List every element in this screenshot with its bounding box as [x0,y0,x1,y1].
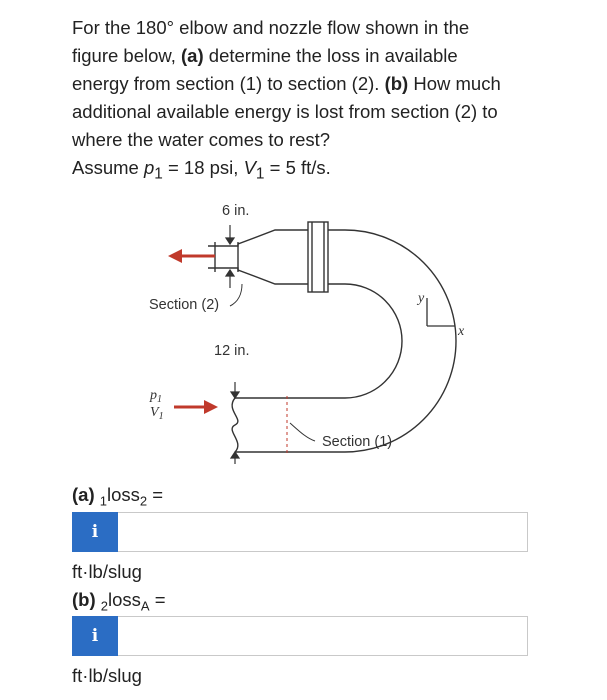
problem-line-2: figure below, (a) determine the loss in available [72,45,458,66]
x-axis-label: x [458,324,465,339]
part-b-unit: ft·lb/slug [72,665,142,686]
elbow-nozzle-diagram [130,198,550,468]
section-2-label: Section (2) [149,297,220,313]
problem-statement [72,14,572,189]
elbow-outer-wall [345,230,456,452]
problem-line-1: For the 180° elbow and nozzle flow shown in the [72,17,470,38]
elbow-nozzle-figure [130,198,550,468]
part-a-answer-input[interactable] [118,512,528,552]
inlet-flow-arrowhead [204,400,218,414]
section-1-leader [290,423,315,441]
part-b-info-icon[interactable]: i [72,616,118,656]
problem-line-5: where the water comes to rest? [72,129,331,150]
part-a-label: (a) $_1$loss$_2$ = [72,484,164,509]
pipe-dimension-label: 12 in. [214,343,250,359]
pipe-outline [208,222,456,454]
p1-label: $p_1$ [150,388,162,405]
outlet-flow-arrowhead [168,249,182,263]
nozzle-dimension-label: 6 in. [222,203,250,219]
flow-arrows [168,249,218,414]
pipe-flange [308,222,328,292]
pipe-dim-arrowhead-top [231,392,239,398]
coordinate-axes [427,298,455,326]
problem-assumption: Assume $p_1 = 18$ psi, $V_1 = 5$ ft/s. [72,157,331,183]
part-b-label: (b) $_2$loss$_A$ = [72,589,166,614]
nozzle-lower-wall [208,268,308,284]
section-2-leader [230,284,242,306]
v1-label: $V_1$ [150,405,164,422]
pipe-dim-arrowhead-bottom [231,452,239,458]
part-b-answer-input[interactable] [118,616,528,656]
problem-line-4: additional available energy is lost from section (2) to [72,101,498,122]
nozzle-upper-wall [208,230,308,246]
part-a-unit: ft·lb/slug [72,561,142,582]
pipe-break [232,398,238,452]
nozzle-dim-arrowhead-top [226,238,234,244]
part-a-answer-row [72,512,528,552]
part-b-answer-row [72,616,528,656]
problem-line-3: energy from section (1) to section (2). (b) How much [72,73,501,94]
elbow-inner-wall [345,284,402,398]
nozzle-dim-arrowhead-bottom [226,270,234,276]
section-1-label: Section (1) [322,434,393,450]
part-a-info-icon[interactable]: i [72,512,118,552]
y-axis-label: y [418,291,425,306]
